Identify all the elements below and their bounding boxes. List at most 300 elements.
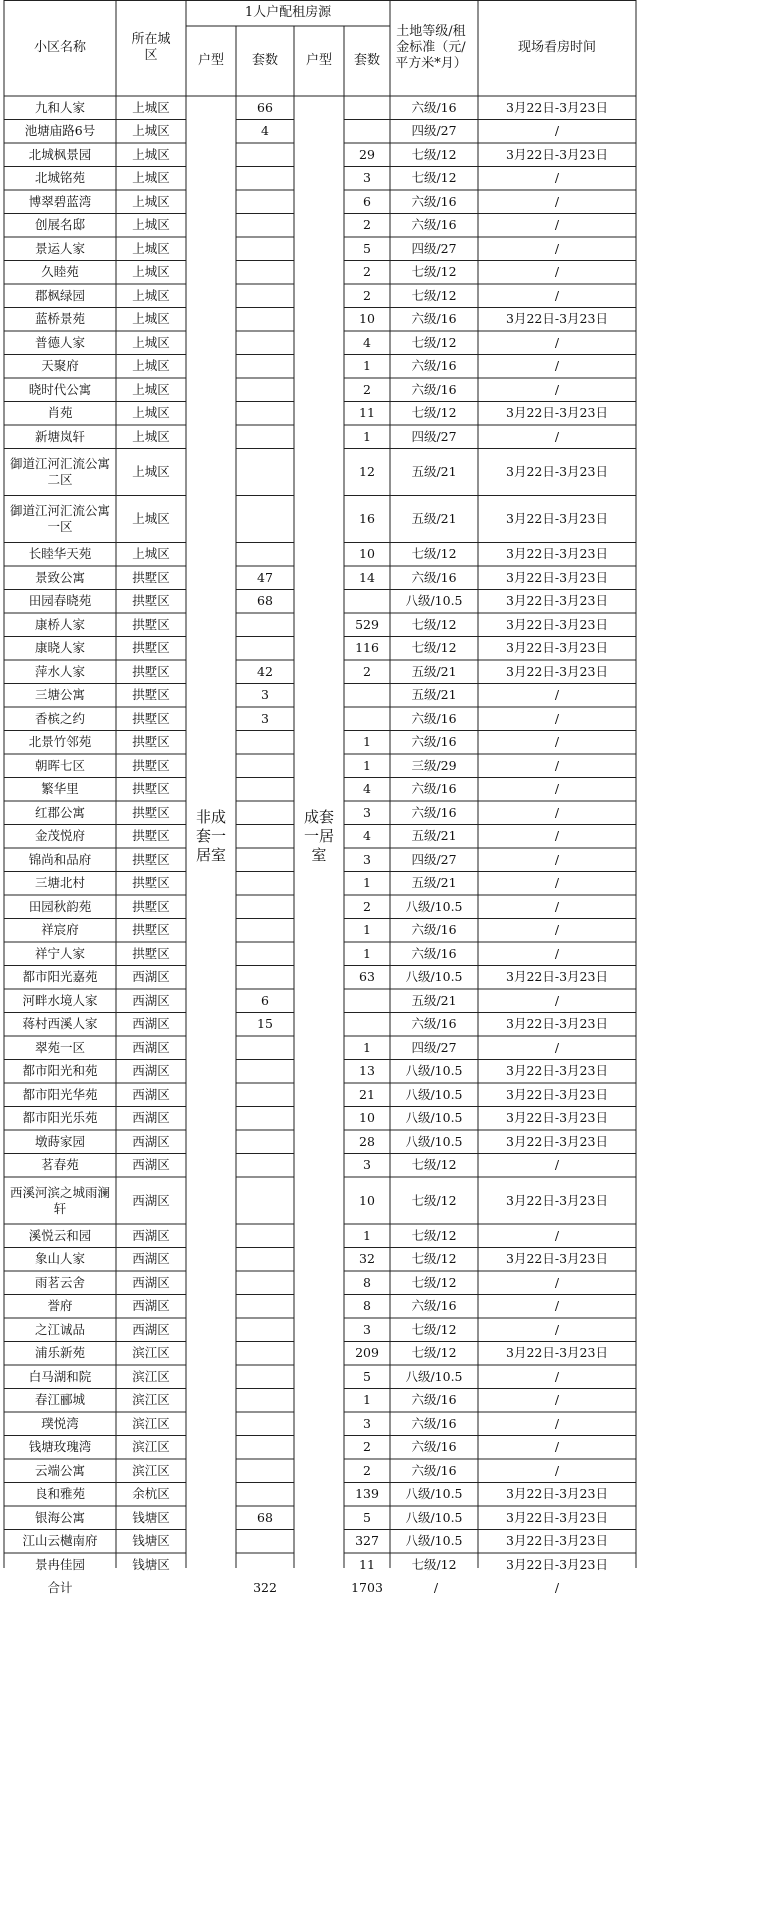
row-count-b: 3 <box>363 170 371 186</box>
row-district: 上城区 <box>132 358 170 374</box>
row-count-a <box>236 966 294 990</box>
row-land-grade: 六级/16 <box>411 1415 457 1431</box>
row-land-grade: 六级/16 <box>411 99 457 115</box>
row-land-grade: 四级/27 <box>411 428 457 444</box>
row-count-b: 1 <box>363 428 371 444</box>
row-district: 拱墅区 <box>132 687 170 703</box>
row-land-grade: 七级/12 <box>411 616 457 632</box>
row-count-b <box>344 989 390 1013</box>
row-district: 拱墅区 <box>132 898 170 914</box>
row-community-name: 繁华里 <box>41 781 79 797</box>
row-land-grade: 六级/16 <box>411 734 457 750</box>
row-count-a <box>236 1224 294 1248</box>
row-land-grade: 七级/12 <box>411 405 457 421</box>
row-count-b: 2 <box>363 663 371 679</box>
row-community-name: 河畔水境人家 <box>22 992 98 1008</box>
row-viewing-time: / <box>554 264 560 280</box>
row-community-name: 长睦华天苑 <box>28 546 92 562</box>
row-viewing-time: / <box>554 428 560 444</box>
row-count-b: 4 <box>363 334 371 350</box>
row-count-a <box>236 848 294 872</box>
row-viewing-time: 3月22日-3月23日 <box>506 1251 608 1267</box>
row-count-b: 29 <box>359 146 375 162</box>
header-district: 所在城区 <box>131 31 171 63</box>
row-viewing-time: 3月22日-3月23日 <box>506 1086 608 1102</box>
row-count-b: 1 <box>363 734 371 750</box>
row-land-grade: 八级/10.5 <box>405 1086 463 1102</box>
row-district: 西湖区 <box>132 1274 170 1290</box>
row-count-a <box>236 1342 294 1366</box>
row-community-name: 肖苑 <box>47 405 73 421</box>
row-count-b: 32 <box>359 1251 375 1267</box>
row-land-grade: 七级/12 <box>411 264 457 280</box>
row-viewing-time: / <box>554 992 560 1008</box>
row-count-b: 14 <box>359 569 375 585</box>
row-community-name: 久睦苑 <box>41 264 79 280</box>
row-district: 上城区 <box>132 381 170 397</box>
row-district: 上城区 <box>132 193 170 209</box>
row-count-b: 4 <box>363 828 371 844</box>
row-district: 拱墅区 <box>132 851 170 867</box>
row-community-name: 西溪河滨之城雨澜轩 <box>9 1184 110 1216</box>
row-count-a <box>236 308 294 332</box>
row-count-a <box>236 543 294 567</box>
row-district: 上城区 <box>132 287 170 303</box>
row-count-a: 66 <box>257 99 273 115</box>
row-count-b: 3 <box>363 1321 371 1337</box>
row-land-grade: 五级/21 <box>411 687 457 703</box>
row-land-grade: 五级/21 <box>411 875 457 891</box>
row-count-b: 1 <box>363 358 371 374</box>
row-count-a: 47 <box>257 569 273 585</box>
row-community-name: 景冉佳园 <box>34 1556 85 1572</box>
row-district: 拱墅区 <box>132 616 170 632</box>
row-viewing-time: 3月22日-3月23日 <box>506 1345 608 1361</box>
row-community-name: 浦乐新苑 <box>34 1345 85 1361</box>
row-land-grade: 五级/21 <box>411 992 457 1008</box>
row-community-name: 新塘岚轩 <box>34 428 85 444</box>
row-viewing-time: 3月22日-3月23日 <box>506 1486 608 1502</box>
row-district: 钱塘区 <box>132 1509 170 1525</box>
row-district: 上城区 <box>132 170 170 186</box>
row-land-grade: 五级/21 <box>411 663 457 679</box>
row-count-b: 1 <box>363 757 371 773</box>
row-community-name: 创展名邸 <box>34 217 85 233</box>
row-viewing-time: 3月22日-3月23日 <box>506 663 608 679</box>
row-viewing-time: 3月22日-3月23日 <box>506 511 608 527</box>
row-viewing-time: / <box>554 240 560 256</box>
row-viewing-time: / <box>554 1274 560 1290</box>
merged-type-b: 成套一居室 <box>304 808 335 864</box>
row-land-grade: 八级/10.5 <box>405 1533 463 1549</box>
row-count-b: 327 <box>355 1533 379 1549</box>
row-count-b: 4 <box>363 781 371 797</box>
row-district: 上城区 <box>132 428 170 444</box>
row-viewing-time: / <box>554 898 560 914</box>
row-count-b: 116 <box>355 640 379 656</box>
row-district: 西湖区 <box>132 1039 170 1055</box>
row-count-a <box>236 919 294 943</box>
row-community-name: 北景竹邻苑 <box>28 734 92 750</box>
row-viewing-time: / <box>554 1439 560 1455</box>
row-district: 滨江区 <box>132 1415 170 1431</box>
row-district: 拱墅区 <box>132 640 170 656</box>
row-community-name: 溪悦云和园 <box>28 1227 92 1243</box>
row-land-grade: 六级/16 <box>411 922 457 938</box>
row-district: 上城区 <box>132 123 170 139</box>
row-district: 拱墅区 <box>132 569 170 585</box>
row-count-a: 3 <box>261 687 269 703</box>
row-count-a <box>236 1271 294 1295</box>
row-land-grade: 六级/16 <box>411 193 457 209</box>
row-community-name: 天聚府 <box>41 358 79 374</box>
row-community-name: 博翠碧蓝湾 <box>28 193 92 209</box>
row-district: 拱墅区 <box>132 875 170 891</box>
row-count-a: 68 <box>257 1509 273 1525</box>
row-land-grade: 七级/12 <box>411 1556 457 1572</box>
row-viewing-time: / <box>554 1415 560 1431</box>
row-district: 西湖区 <box>132 1110 170 1126</box>
row-district: 上城区 <box>132 146 170 162</box>
row-count-a <box>236 637 294 661</box>
row-land-grade: 八级/10.5 <box>405 969 463 985</box>
row-count-b <box>344 1013 390 1037</box>
row-count-a <box>236 1459 294 1483</box>
row-count-a <box>236 190 294 214</box>
row-viewing-time: 3月22日-3月23日 <box>506 640 608 656</box>
row-count-a <box>236 284 294 308</box>
total-label: 合计 <box>47 1580 73 1596</box>
row-count-a <box>236 355 294 379</box>
row-land-grade: 六级/16 <box>411 1439 457 1455</box>
row-count-b: 2 <box>363 264 371 280</box>
row-land-grade: 五级/21 <box>411 464 457 480</box>
row-land-grade: 七级/12 <box>411 146 457 162</box>
row-district: 滨江区 <box>132 1462 170 1478</box>
row-land-grade: 五级/21 <box>411 828 457 844</box>
total-count-b: 1703 <box>351 1580 383 1596</box>
row-community-name: 雨茗云舍 <box>34 1274 85 1290</box>
row-count-a <box>236 1412 294 1436</box>
row-community-name: 池塘庙路6号 <box>24 123 96 139</box>
row-count-b: 6 <box>363 193 371 209</box>
row-community-name: 三塘北村 <box>34 875 85 891</box>
header-community-name: 小区名称 <box>33 39 86 55</box>
row-district: 上城区 <box>132 240 170 256</box>
row-count-b: 1 <box>363 1039 371 1055</box>
row-viewing-time: / <box>554 217 560 233</box>
row-viewing-time: 3月22日-3月23日 <box>506 593 608 609</box>
row-count-b: 11 <box>359 1556 375 1572</box>
row-count-b: 1 <box>363 922 371 938</box>
row-viewing-time: / <box>554 1227 560 1243</box>
row-count-b: 1 <box>363 875 371 891</box>
row-viewing-time: 3月22日-3月23日 <box>506 1063 608 1079</box>
header-unit-type-a: 户型 <box>197 52 224 68</box>
row-community-name: 墩蒔家园 <box>34 1133 85 1149</box>
row-count-b: 2 <box>363 381 371 397</box>
row-land-grade: 六级/16 <box>411 781 457 797</box>
row-community-name: 萍水人家 <box>34 663 85 679</box>
row-community-name: 誉府 <box>47 1298 73 1314</box>
row-district: 钱塘区 <box>132 1556 170 1572</box>
row-count-b: 3 <box>363 1157 371 1173</box>
header-unit-type-b: 户型 <box>305 52 332 68</box>
row-viewing-time: / <box>554 710 560 726</box>
row-viewing-time: 3月22日-3月23日 <box>506 405 608 421</box>
row-community-name: 春江郦城 <box>34 1392 85 1408</box>
row-viewing-time: / <box>554 851 560 867</box>
row-community-name: 钱塘玫瑰湾 <box>28 1439 92 1455</box>
row-land-grade: 六级/16 <box>411 1392 457 1408</box>
row-count-b: 10 <box>359 1110 375 1126</box>
row-count-b <box>344 120 390 144</box>
row-land-grade: 七级/12 <box>411 1192 457 1208</box>
row-count-a <box>236 1483 294 1507</box>
row-count-a <box>236 496 294 543</box>
row-community-name: 田园春晓苑 <box>28 593 92 609</box>
row-district: 西湖区 <box>132 1086 170 1102</box>
row-district: 西湖区 <box>132 1298 170 1314</box>
row-community-name: 康桥人家 <box>34 616 85 632</box>
row-count-b: 28 <box>359 1133 375 1149</box>
row-count-a <box>236 1389 294 1413</box>
row-count-a <box>236 872 294 896</box>
row-land-grade: 六级/16 <box>411 1016 457 1032</box>
row-viewing-time: / <box>554 875 560 891</box>
row-community-name: 江山云樾南府 <box>22 1533 98 1549</box>
row-count-a: 68 <box>257 593 273 609</box>
row-viewing-time: 3月22日-3月23日 <box>506 1016 608 1032</box>
row-community-name: 祥宸府 <box>41 922 79 938</box>
row-district: 滨江区 <box>132 1368 170 1384</box>
row-count-a <box>236 895 294 919</box>
row-community-name: 晓时代公寓 <box>28 381 92 397</box>
row-count-a <box>236 778 294 802</box>
row-count-b: 11 <box>359 405 375 421</box>
row-viewing-time: / <box>554 1462 560 1478</box>
row-viewing-time: 3月22日-3月23日 <box>506 99 608 115</box>
row-district: 滨江区 <box>132 1392 170 1408</box>
row-community-name: 都市阳光华苑 <box>22 1086 98 1102</box>
row-count-b <box>344 707 390 731</box>
row-district: 滨江区 <box>132 1439 170 1455</box>
row-count-a <box>236 1295 294 1319</box>
row-district: 上城区 <box>132 511 170 527</box>
row-land-grade: 六级/16 <box>411 569 457 585</box>
row-district: 西湖区 <box>132 1063 170 1079</box>
row-community-name: 蒋村西溪人家 <box>22 1016 98 1032</box>
row-viewing-time: / <box>554 334 560 350</box>
row-count-b: 10 <box>359 311 375 327</box>
row-count-a <box>236 1177 294 1224</box>
row-district: 西湖区 <box>132 1192 170 1208</box>
row-count-a <box>236 1036 294 1060</box>
row-community-name: 朝晖七区 <box>34 757 85 773</box>
row-viewing-time: 3月22日-3月23日 <box>506 569 608 585</box>
row-land-grade: 七级/12 <box>411 1321 457 1337</box>
row-viewing-time: / <box>554 1368 560 1384</box>
row-count-a <box>236 801 294 825</box>
row-district: 余杭区 <box>132 1486 170 1502</box>
row-count-a <box>236 331 294 355</box>
row-district: 西湖区 <box>132 1251 170 1267</box>
row-viewing-time: / <box>554 757 560 773</box>
row-land-grade: 六级/16 <box>411 217 457 233</box>
row-land-grade: 五级/21 <box>411 511 457 527</box>
row-community-name: 象山人家 <box>34 1251 85 1267</box>
row-district: 拱墅区 <box>132 828 170 844</box>
row-count-b: 12 <box>359 464 375 480</box>
row-district: 上城区 <box>132 546 170 562</box>
row-district: 西湖区 <box>132 992 170 1008</box>
row-community-name: 之江诚品 <box>34 1321 85 1337</box>
row-land-grade: 八级/10.5 <box>405 1509 463 1525</box>
row-count-b: 5 <box>363 1368 371 1384</box>
row-land-grade: 六级/16 <box>411 710 457 726</box>
row-count-b: 2 <box>363 898 371 914</box>
row-viewing-time: / <box>554 358 560 374</box>
row-community-name: 璞悦湾 <box>41 1415 79 1431</box>
row-community-name: 金茂悦府 <box>34 828 85 844</box>
row-district: 拱墅区 <box>132 663 170 679</box>
row-viewing-time: 3月22日-3月23日 <box>506 1533 608 1549</box>
row-count-b: 13 <box>359 1063 375 1079</box>
row-count-a <box>236 942 294 966</box>
row-land-grade: 六级/16 <box>411 1462 457 1478</box>
row-viewing-time: / <box>554 287 560 303</box>
row-count-a <box>236 1154 294 1178</box>
row-district: 西湖区 <box>132 1016 170 1032</box>
row-land-grade: 四级/27 <box>411 123 457 139</box>
row-community-name: 景运人家 <box>34 240 85 256</box>
row-land-grade: 六级/16 <box>411 945 457 961</box>
row-community-name: 翠苑一区 <box>34 1039 85 1055</box>
row-district: 上城区 <box>132 334 170 350</box>
row-count-a <box>236 449 294 496</box>
row-count-b <box>344 96 390 120</box>
row-community-name: 景致公寓 <box>34 569 85 585</box>
row-land-grade: 七级/12 <box>411 640 457 656</box>
row-viewing-time: / <box>554 804 560 820</box>
row-count-a <box>236 754 294 778</box>
row-community-name: 三塘公寓 <box>34 687 85 703</box>
row-count-a <box>236 1060 294 1084</box>
row-viewing-time: 3月22日-3月23日 <box>506 311 608 327</box>
row-viewing-time: 3月22日-3月23日 <box>506 1192 608 1208</box>
row-district: 西湖区 <box>132 969 170 985</box>
row-land-grade: 八级/10.5 <box>405 898 463 914</box>
row-viewing-time: / <box>554 123 560 139</box>
row-viewing-time: / <box>554 687 560 703</box>
row-community-name: 茗春苑 <box>41 1157 79 1173</box>
row-land-grade: 六级/16 <box>411 804 457 820</box>
row-district: 上城区 <box>132 464 170 480</box>
row-viewing-time: / <box>554 1039 560 1055</box>
row-count-a <box>236 1107 294 1131</box>
row-count-a <box>236 261 294 285</box>
row-community-name: 云端公寓 <box>34 1462 85 1478</box>
row-community-name: 锦尚和品府 <box>28 851 92 867</box>
row-land-grade: 七级/12 <box>411 1345 457 1361</box>
row-viewing-time: 3月22日-3月23日 <box>506 1509 608 1525</box>
row-count-b: 5 <box>363 240 371 256</box>
row-community-name: 御道江河汇流公寓二区 <box>9 456 110 487</box>
row-community-name: 都市阳光嘉苑 <box>22 969 98 985</box>
row-district: 西湖区 <box>132 1157 170 1173</box>
header-land-grade: 土地等级/租金标准（元/平方米*月） <box>395 23 467 72</box>
row-community-name: 良和雅苑 <box>34 1486 85 1502</box>
row-viewing-time: 3月22日-3月23日 <box>506 464 608 480</box>
merged-type-a: 非成套一居室 <box>196 808 227 864</box>
row-community-name: 北城铭苑 <box>34 170 85 186</box>
row-district: 上城区 <box>132 405 170 421</box>
row-land-grade: 七级/12 <box>411 334 457 350</box>
row-land-grade: 六级/16 <box>411 311 457 327</box>
row-community-name: 都市阳光乐苑 <box>22 1110 98 1126</box>
row-count-a <box>236 402 294 426</box>
row-count-b <box>344 684 390 708</box>
row-land-grade: 三级/29 <box>411 757 457 773</box>
row-count-b: 1 <box>363 1392 371 1408</box>
row-viewing-time: 3月22日-3月23日 <box>506 1110 608 1126</box>
row-district: 拱墅区 <box>132 804 170 820</box>
row-district: 上城区 <box>132 264 170 280</box>
row-community-name: 银海公寓 <box>34 1509 85 1525</box>
row-count-a: 42 <box>257 663 273 679</box>
row-count-a <box>236 214 294 238</box>
row-count-a: 15 <box>257 1016 273 1032</box>
header-viewing-time: 现场看房时间 <box>517 39 596 55</box>
row-count-a <box>236 1436 294 1460</box>
row-viewing-time: / <box>554 781 560 797</box>
row-community-name: 都市阳光和苑 <box>22 1063 98 1079</box>
row-viewing-time: 3月22日-3月23日 <box>506 1556 608 1572</box>
row-district: 滨江区 <box>132 1345 170 1361</box>
row-viewing-time: / <box>554 922 560 938</box>
row-community-name: 九和人家 <box>34 99 85 115</box>
row-land-grade: 八级/10.5 <box>405 1133 463 1149</box>
row-land-grade: 四级/27 <box>411 1039 457 1055</box>
row-count-a <box>236 1248 294 1272</box>
row-viewing-time: / <box>554 1321 560 1337</box>
row-count-a: 3 <box>261 710 269 726</box>
row-community-name: 白马湖和院 <box>28 1368 92 1384</box>
row-count-a <box>236 1553 294 1577</box>
row-land-grade: 六级/16 <box>411 381 457 397</box>
header-group-title: 1人户配租房源 <box>244 4 332 20</box>
row-land-grade: 七级/12 <box>411 546 457 562</box>
row-count-b: 63 <box>359 969 375 985</box>
row-district: 拱墅区 <box>132 593 170 609</box>
row-count-a <box>236 143 294 167</box>
row-land-grade: 八级/10.5 <box>405 1486 463 1502</box>
row-count-b: 21 <box>359 1086 375 1102</box>
row-land-grade: 八级/10.5 <box>405 593 463 609</box>
row-land-grade: 六级/16 <box>411 1298 457 1314</box>
row-district: 西湖区 <box>132 1133 170 1149</box>
row-district: 西湖区 <box>132 1227 170 1243</box>
row-district: 上城区 <box>132 217 170 233</box>
row-land-grade: 八级/10.5 <box>405 1110 463 1126</box>
row-count-a <box>236 1530 294 1554</box>
row-viewing-time: 3月22日-3月23日 <box>506 1133 608 1149</box>
row-count-b: 139 <box>355 1486 379 1502</box>
row-land-grade: 八级/10.5 <box>405 1368 463 1384</box>
row-count-a <box>236 167 294 191</box>
row-count-a <box>236 825 294 849</box>
row-count-b: 209 <box>355 1345 379 1361</box>
